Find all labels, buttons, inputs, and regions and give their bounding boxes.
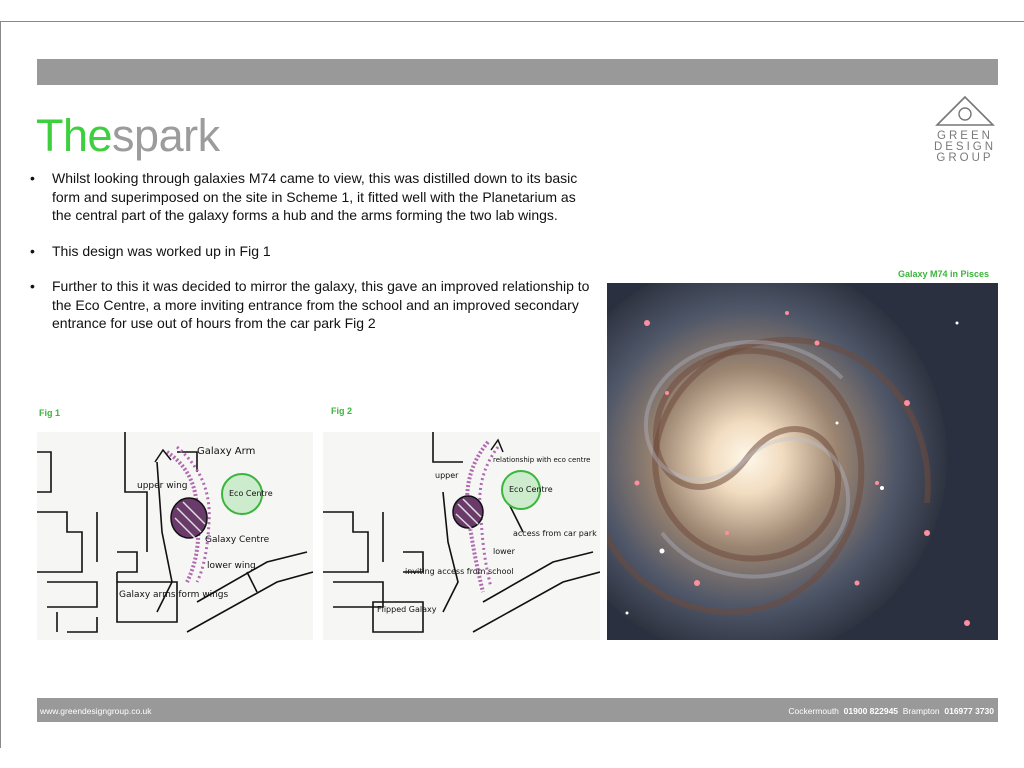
galaxy-image [607, 283, 998, 640]
fig2-note-access-carpark: access from car park [513, 529, 597, 538]
fig1-note-galaxy-arm: Galaxy Arm [197, 446, 256, 457]
title-the: The [36, 110, 113, 161]
footer-office1-phone: 01900 822945 [843, 706, 899, 716]
footer-website: www.greendesigngroup.co.uk [40, 706, 152, 716]
footer-office1-name: Cockermouth [788, 706, 839, 716]
bullet-marker: • [30, 170, 35, 186]
footer-office2-phone: 016977 3730 [944, 706, 994, 716]
fig2-note-eco-centre: Eco Centre [509, 485, 553, 494]
fig1-note-lower-wing: lower wing [207, 561, 256, 571]
fig2-note-relationship: relationship with eco centre [493, 456, 591, 464]
fig2-note-upper: upper [435, 471, 459, 480]
fig2-drawing [323, 432, 600, 640]
frame-left-line [0, 21, 1, 748]
frame-top-line [0, 21, 1024, 22]
bullet-marker: • [30, 242, 35, 259]
fig2-note-lower: lower [493, 547, 515, 556]
fig2-note-flipped: Flipped Galaxy [377, 605, 437, 614]
fig1-note-eco-centre: Eco Centre [229, 489, 273, 498]
logo-line-2: DESIGN [933, 141, 997, 153]
bullet-text: This design was worked up in Fig 1 [52, 242, 271, 259]
bullet-text: Whilst looking through galaxies M74 came to view, this was distilled down to its basic form and superimposed on the site in Scheme 1, it fitted well with the Planetarium as the central part of the galaxy forms a hub and the arms forming the two lab wings. [52, 170, 578, 223]
page-title [36, 110, 220, 162]
bullet-item [30, 277, 590, 333]
logo-line-1: GREEN [937, 130, 993, 142]
bullet-marker: • [30, 278, 35, 294]
fig1-note-arms-form: Galaxy arms form wings [119, 590, 229, 600]
galaxy-m74-photo [607, 283, 998, 640]
fig1-note-upper-wing: upper wing [137, 481, 188, 491]
bullet-list [30, 169, 590, 350]
green-design-group-logo [933, 96, 997, 168]
fig2-note-inviting: inviting access from school [405, 567, 514, 576]
fig1-note-galaxy-centre: Galaxy Centre [205, 535, 270, 545]
fig1-drawing [37, 432, 313, 640]
galaxy-photo-caption: Galaxy M74 in Pisces [898, 269, 990, 279]
footer-contacts [788, 706, 994, 716]
fig2-caption: Fig 2 [331, 406, 353, 416]
logo-line-3: GROUP [936, 152, 994, 164]
fig1-caption: Fig 1 [39, 408, 61, 418]
bullet-item [30, 242, 590, 261]
fig1-sketch [37, 432, 313, 640]
fig2-sketch [323, 432, 600, 640]
logo-house-icon [933, 96, 997, 126]
footer-office2-name: Brampton [902, 706, 940, 716]
header-bar [37, 59, 998, 85]
title-spark: spark [112, 110, 220, 161]
bullet-text: Further to this it was decided to mirror the galaxy, this gave an improved relationship to the Eco Centre, a more inviting entrance from the school and an improved secondary entrance for use out of hours from the car park Fig 2 [52, 278, 590, 331]
bullet-item [30, 169, 590, 225]
